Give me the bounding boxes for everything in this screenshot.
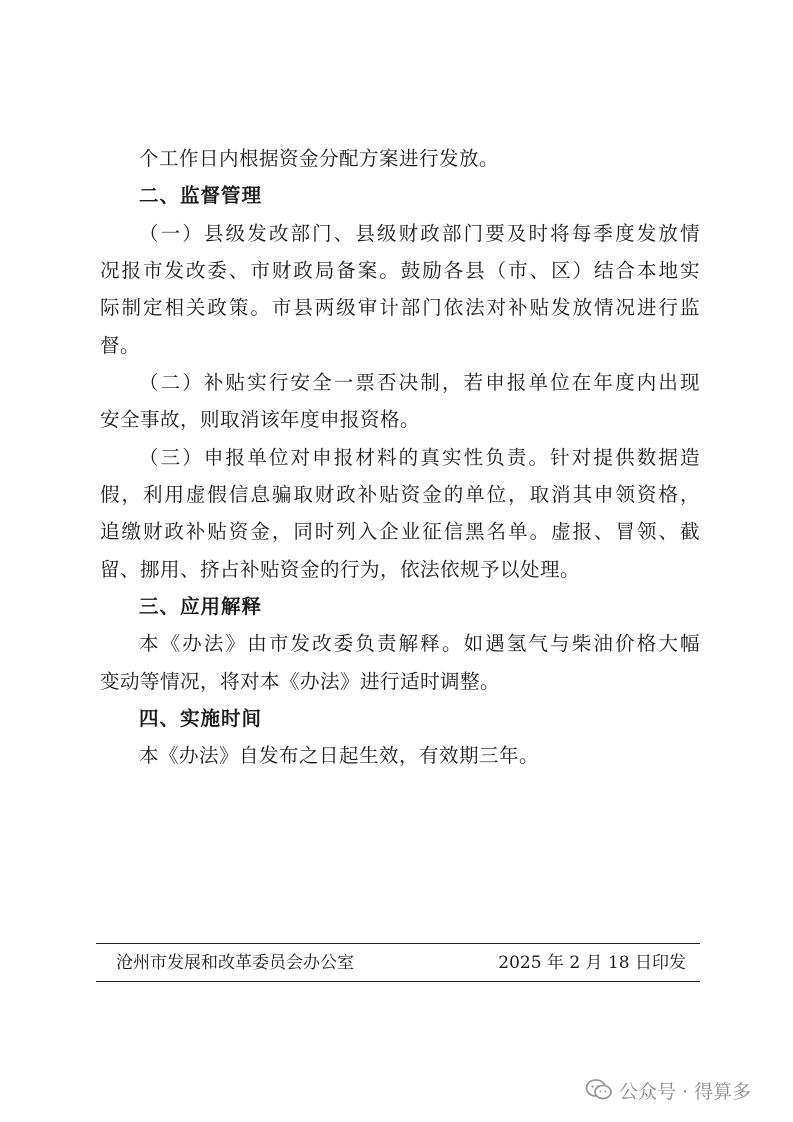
paragraph-line: 留、挪用、挤占补贴资金的行为，依法依规予以处理。 bbox=[100, 558, 581, 581]
footer-bottom-rule bbox=[96, 981, 700, 982]
wechat-watermark bbox=[585, 1072, 751, 1108]
paragraph-line: 变动等情况，将对本《办法》进行适时调整。 bbox=[100, 670, 501, 693]
paragraph-line: 况报市发改委、市财政局备案。鼓励各县（市、区）结合本地实 bbox=[100, 259, 700, 282]
watermark-text: 公众号 · 得算多 bbox=[619, 1080, 752, 1103]
paragraph-line: （二）补贴实行安全一票否决制，若申报单位在年度内出现 bbox=[139, 371, 700, 394]
paragraph-line: 假，利用虚假信息骗取财政补贴资金的单位，取消其申领资格， bbox=[100, 483, 700, 506]
paragraph-line: 本《办法》自发布之日起生效，有效期三年。 bbox=[139, 744, 540, 767]
paragraph-line: 安全事故，则取消该年度申报资格。 bbox=[100, 408, 421, 431]
paragraph-line: （一）县级发改部门、县级财政部门要及时将每季度发放情 bbox=[139, 222, 700, 245]
section-heading-effective-date: 四、实施时间 bbox=[139, 707, 263, 730]
paragraph-line: 际制定相关政策。市县两级审计部门依法对补贴发放情况进行监 bbox=[100, 296, 700, 319]
paragraph-line: （三）申报单位对申报材料的真实性负责。针对提供数据造 bbox=[139, 446, 700, 469]
footer-top-rule bbox=[96, 943, 700, 944]
continuation-line: 个工作日内根据资金分配方案进行发放。 bbox=[139, 147, 500, 170]
wechat-official-account-icon bbox=[585, 1078, 613, 1102]
footer-issuer: 沧州市发展和改革委员会办公室 bbox=[116, 953, 354, 973]
footer-print-date: 2025 年 2 月 18 日印发 bbox=[498, 953, 686, 973]
paragraph-line: 追缴财政补贴资金，同时列入企业征信黑名单。虚报、冒领、截 bbox=[100, 520, 700, 543]
section-heading-supervision: 二、监督管理 bbox=[139, 184, 263, 207]
section-heading-interpretation: 三、应用解释 bbox=[139, 595, 263, 618]
paragraph-line: 督。 bbox=[100, 334, 141, 357]
paragraph-line: 本《办法》由市发改委负责解释。如遇氢气与柴油价格大幅 bbox=[139, 632, 700, 655]
